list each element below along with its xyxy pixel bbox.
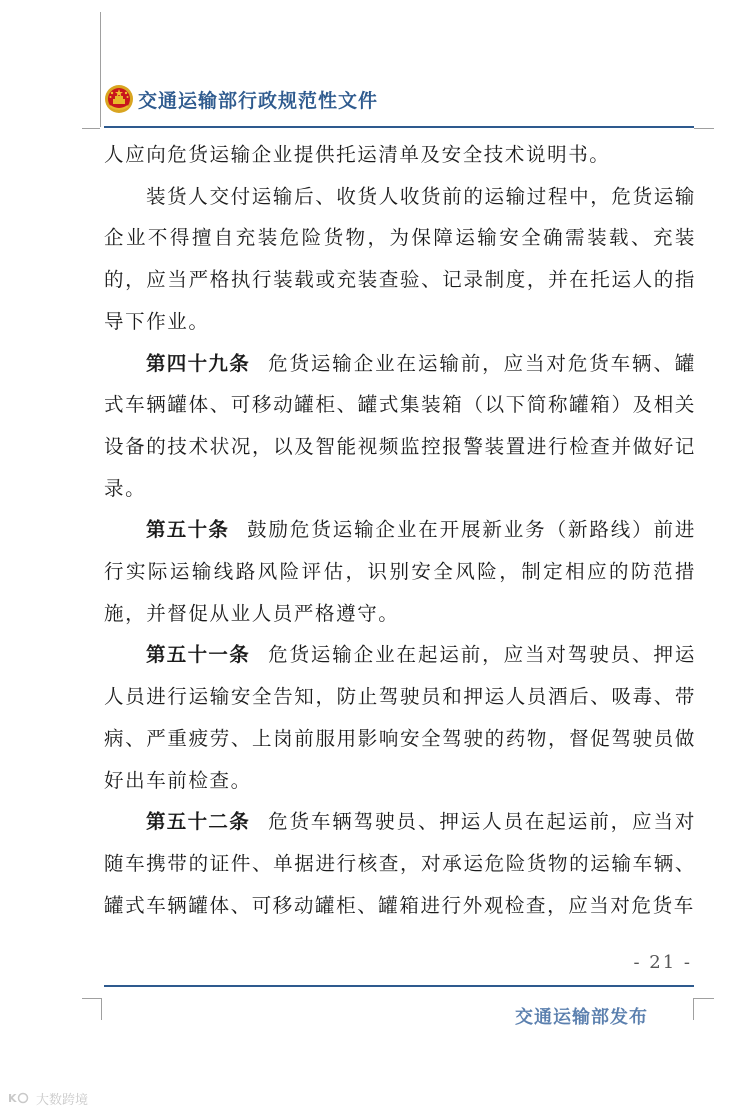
paragraph-text: 危货车辆驾驶员、押运人员在起运前，应当对随车携带的证件、单据进行核查，对承运危险货物的运输车辆、罐式车辆罐体、可移动罐柜、罐箱进行外观检查，应当对危货车: [104, 810, 696, 917]
watermark-text: 大数跨境: [36, 1092, 89, 1108]
article-number: 第四十九条: [146, 351, 251, 375]
article-number: 第五十二条: [146, 810, 251, 834]
paragraph-2: [104, 176, 696, 343]
footer-rule: [104, 985, 694, 987]
crop-mark-top-left: [100, 12, 101, 127]
crop-mark-bottom-left-h: [82, 998, 102, 999]
watermark-logo-icon: [8, 1091, 32, 1105]
svg-text:K: K: [8, 1092, 17, 1105]
paragraph-text: 危货运输企业在起运前，应当对驾驶员、押运人员进行运输安全告知，防止驾驶员和押运人员酒后、吸毒、带病、严重疲劳、上岗前服用影响安全驾驶的药物，督促驾驶员做好出车前检查。: [104, 643, 696, 792]
publisher-label: 交通运输部发布: [515, 1007, 648, 1028]
article-51: [104, 634, 696, 801]
article-49: [104, 343, 696, 510]
document-header: [104, 80, 696, 126]
paragraph-text: 危货运输企业在运输前，应当对危货车辆、罐式车辆罐体、可移动罐柜、罐式集装箱（以下简称罐箱）及相关设备的技术状况，以及智能视频监控报警装置进行检查并做好记录。: [104, 351, 696, 500]
article-number: 第五十一条: [146, 643, 251, 667]
crop-mark-bottom-right-h: [694, 998, 714, 999]
article-50: [104, 509, 696, 634]
national-emblem-icon: [104, 84, 134, 114]
paragraph-text: 装货人交付运输后、收货人收货前的运输过程中，危货运输企业不得擅自充装危险货物，为保障运输安全确需装载、充装的，应当严格执行装载或充装查验、记录制度，并在托运人的指导下作业。: [104, 184, 696, 333]
paragraph-1: [104, 134, 696, 176]
paragraph-text: 人应向危货运输企业提供托运清单及安全技术说明书。: [104, 143, 611, 166]
crop-mark-top-left-h: [82, 128, 100, 129]
crop-mark-bottom-right-v: [693, 998, 694, 1020]
crop-mark-bottom-left-v: [101, 998, 102, 1020]
watermark: [8, 1088, 88, 1108]
paragraph-text: 鼓励危货运输企业在开展新业务（新路线）前进行实际运输线路风险评估，识别安全风险，制定相应的防范措施，并督促从业人员严格遵守。: [104, 518, 696, 625]
crop-mark-top-right: [694, 128, 714, 129]
header-rule: [104, 126, 694, 128]
article-number: 第五十条: [146, 518, 230, 542]
header-title: 交通运输部行政规范性文件: [138, 90, 379, 112]
document-body: [104, 134, 696, 926]
page-number: - 21 -: [633, 952, 692, 973]
article-52: [104, 801, 696, 926]
